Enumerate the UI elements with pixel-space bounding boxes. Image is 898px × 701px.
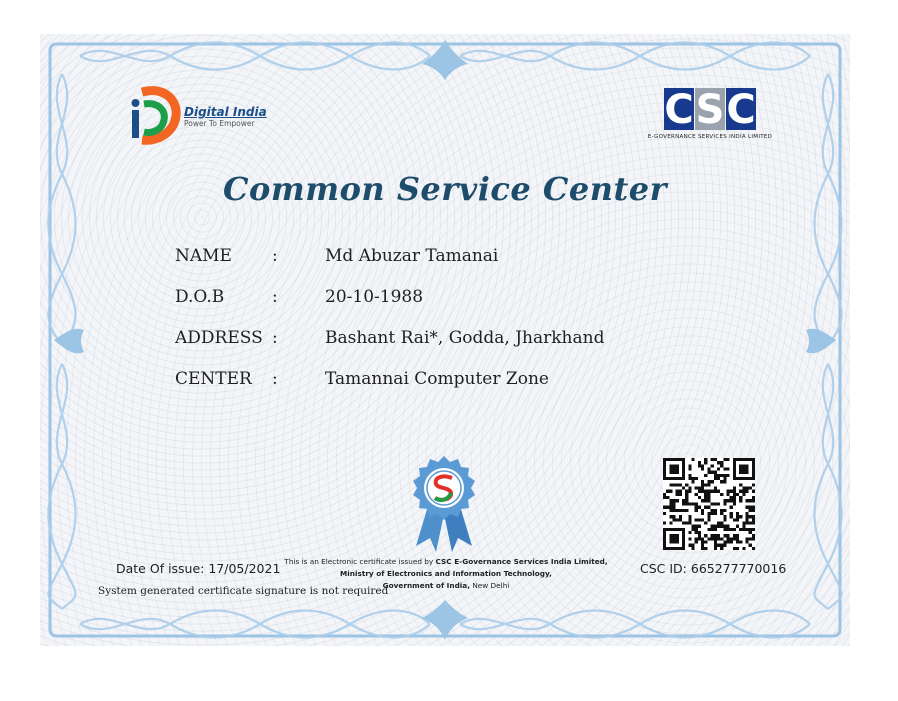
issuer-org: CSC E-Governance Services India Limited, xyxy=(435,557,608,566)
field-row-name xyxy=(175,246,775,270)
csc-letter-c: C xyxy=(726,87,756,133)
csc-letter-s: S xyxy=(695,87,725,133)
field-value: Tamannai Computer Zone xyxy=(325,369,549,389)
field-label: ADDRESS xyxy=(175,328,263,348)
field-value: Md Abuzar Tamanai xyxy=(325,246,499,266)
field-row-address xyxy=(175,328,775,352)
csc-logo xyxy=(630,88,790,148)
field-row-center xyxy=(175,369,775,393)
qr-code-icon xyxy=(663,458,755,550)
csc-letter-c: C xyxy=(664,87,694,133)
issue-date: Date Of issue: 17/05/2021 xyxy=(116,561,281,576)
issuer-government: Government of India, xyxy=(382,581,470,590)
issuer-text: This is an Electronic certificate issued by xyxy=(284,557,436,566)
issuer-statement xyxy=(276,556,616,592)
issuer-ministry: Ministry of Electronics and Information Technology, xyxy=(340,569,552,578)
csc-logo-subtitle: E-GOVERNANCE SERVICES INDIA LIMITED xyxy=(647,134,773,140)
digital-india-tagline: Power To Empower xyxy=(184,119,255,128)
field-colon: : xyxy=(272,246,278,266)
field-label: D.O.B xyxy=(175,287,225,307)
certificate-title: Common Service Center xyxy=(223,170,667,208)
field-value: Bashant Rai*, Godda, Jharkhand xyxy=(325,328,605,348)
field-label: CENTER xyxy=(175,369,252,389)
field-colon: : xyxy=(272,369,278,389)
digital-india-title: Digital India xyxy=(184,105,267,119)
field-colon: : xyxy=(272,328,278,348)
certificate xyxy=(40,34,850,646)
field-value: 20-10-1988 xyxy=(325,287,424,307)
field-colon: : xyxy=(272,287,278,307)
system-signature-note: System generated certificate signature is not required xyxy=(98,585,389,597)
csc-id: CSC ID: 665277770016 xyxy=(640,561,787,576)
digital-india-logo-icon xyxy=(118,80,184,150)
award-seal-icon xyxy=(406,454,482,554)
issuer-location: New Delhi xyxy=(470,581,510,590)
digital-india-logo xyxy=(118,80,278,150)
field-row-dob xyxy=(175,287,775,311)
field-label: NAME xyxy=(175,246,232,266)
